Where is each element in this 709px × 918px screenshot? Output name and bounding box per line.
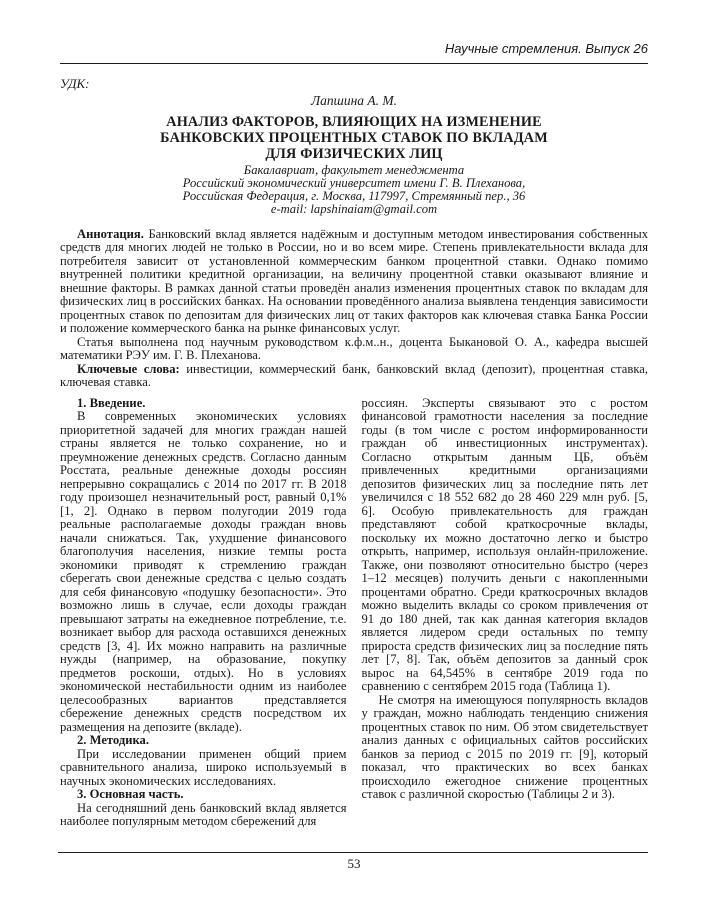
author-name: Лапшина А. М.	[310, 93, 398, 108]
article-title-line-3: ДЛЯ ФИЗИЧЕСКИХ ЛИЦ	[265, 145, 443, 162]
affiliation-email: e-mail: lapshinaiam@gmail.com	[270, 201, 438, 216]
supervision-note: Статья выполнена под научным руководством к.ф.м..н., доцента Быкановой О. А., кафедра высшей математики РЭУ им. Г. В. Плеханова.	[60, 334, 648, 363]
abstract-label: Аннотация.	[77, 226, 144, 241]
paragraph-methodology: При исследовании применен общий прием сравнительного анализа, широко используемый в научных экономических исследованиях.	[60, 746, 347, 788]
right-column	[362, 397, 649, 829]
paragraph-main-part-continuation: россиян. Эксперты связывают это с ростом финансовой грамотности населения за последние годы (в том числе с ростом информированности граждан об инвестиционных инструментах). Согласно открытым данным ЦБ, объём привлеченных кредитными организациями депозитов физических лиц за последние пять лет увеличился с 18 552 682 до 28 460 229 млн руб. [5, 6]. Особую привлекательность для граждан представляют собой краткосрочные вклады, поскольку их можно достаточно легко и быстро открыть, например, используя онлайн-приложение. Также, они позволяют относительно быстро (через 1–12 месяцев) получить деньги с накопленными процентами обратно. Среди краткосрочных вкладов можно выделить вклады со сроком привлечения от 91 до 180 дней, так как данная категория вкладов является лидером среди остальных по темпу прироста средств физических лиц за последние пять лет [7, 8]. Так, объём депозитов за данный срок вырос на 64,545% в сентябре 2019 года по сравнению с сентябрем 2015 года (Таблица 1).	[361, 395, 648, 694]
page-number: 53	[347, 856, 361, 871]
article-title	[60, 115, 648, 162]
abstract-paragraph	[60, 228, 648, 336]
abstract-text: Банковский вклад является надёжным и доступным методом инвестирования собственных средств для многих людей не только в России, но и во всем мире. Степень привлекательности вклада для потребителя зависит от установленной коммерческим банком процентной ставки. Однако помимо внутренней политики кредитной организации, на величину процентной ставки оказывают влияние и внешние факторы. В рамках данной статьи проведён анализ изменения процентных ставок по вкладам для физических лиц в российских банках. На основании проведённого анализа выявлена тенденция зависимости процентных ставок по депозитам для физических лиц от таких факторов как ключевая ставка Банка России и положение коммерческого банка на рынке финансовых услуг.	[60, 226, 648, 336]
affiliation-line-1: Бакалавриат, факультет менеджмента	[243, 163, 465, 178]
paragraph-rate-trend: Не смотря на имеющуюся популярность вкладов у граждан, можно наблюдать тенденцию снижения процентных ставок по ним. Об этом свидетельствует анализ данных с официальных сайтов российских банков за период с 2015 по 2019 гг. [9], который показал, что практических во всех банках происходило ежегодное снижение процентных ставок с различной скоростью (Таблицы 2 и 3).	[361, 692, 648, 802]
paragraph-main-part-start: На сегодняшний день банковский вклад является наиболее популярным методом сбережений для	[60, 800, 347, 829]
section-heading-main-part: 3. Основная часть.	[77, 787, 184, 802]
keywords-text: инвестиции, коммерческий банк, банковский вклад (депозит), процентная ставка, ключевая ставка.	[60, 361, 649, 390]
header-divider	[60, 63, 648, 64]
affiliation-block	[60, 164, 648, 215]
paragraph-introduction: В современных экономических условиях приоритетной задачей для многих граждан нашей страны является не только сохранение, но и преумножение денежных средств. Согласно данным Росстата, реальные денежные доходы россиян непрерывно сокращались с 2014 по 2017 гг. В 2018 году произошел незначительный рост, равный 0,1% [1, 2]. Однако в первом полугодии 2019 года реальные располагаемые доходы граждан вновь начали снижаться. Так, ухудшение финансового благополучия населения, низкие темпы роста экономики приводят к стремлению граждан сберегать свои денежные средства с целью создать для себя финансовую «подушку безопасности». Это возможно лишь в случае, если доходы граждан превышают затраты на ежедневное потребление, т.е. возникает выбор для расхода оставшихся денежных средств [3, 4]. Их можно направить на различные нужды (например, на образование, покупку предметов роскоши, отдых). Но в условиях экономической нестабильности одним из наиболее целесообразных вариантов представляется сбережение денежных средств посредством их размещения на депозите (вкладе).	[60, 409, 347, 734]
affiliation-line-2: Российский экономический университет имени Г. В. Плеханова,	[182, 176, 526, 191]
section-heading-methodology: 2. Методика.	[77, 733, 149, 748]
running-header: Научные стремления. Выпуск 26	[444, 41, 648, 56]
two-column-body	[60, 397, 648, 829]
section-heading-introduction: 1. Введение.	[77, 395, 146, 410]
keywords-label: Ключевые слова:	[77, 361, 180, 376]
article-title-line-2: БАНКОВСКИХ ПРОЦЕНТНЫХ СТАВОК ПО ВКЛАДАМ	[160, 129, 548, 146]
affiliation-line-3: Российская Федерация, г. Москва, 117997, Стремянный пер., 36	[182, 188, 526, 203]
left-column	[60, 397, 347, 829]
footer-divider	[58, 852, 648, 853]
udc-label: УДК:	[60, 76, 90, 91]
article-title-line-1: АНАЛИЗ ФАКТОРОВ, ВЛИЯЮЩИХ НА ИЗМЕНЕНИЕ	[166, 114, 542, 130]
keywords-paragraph	[60, 363, 648, 390]
